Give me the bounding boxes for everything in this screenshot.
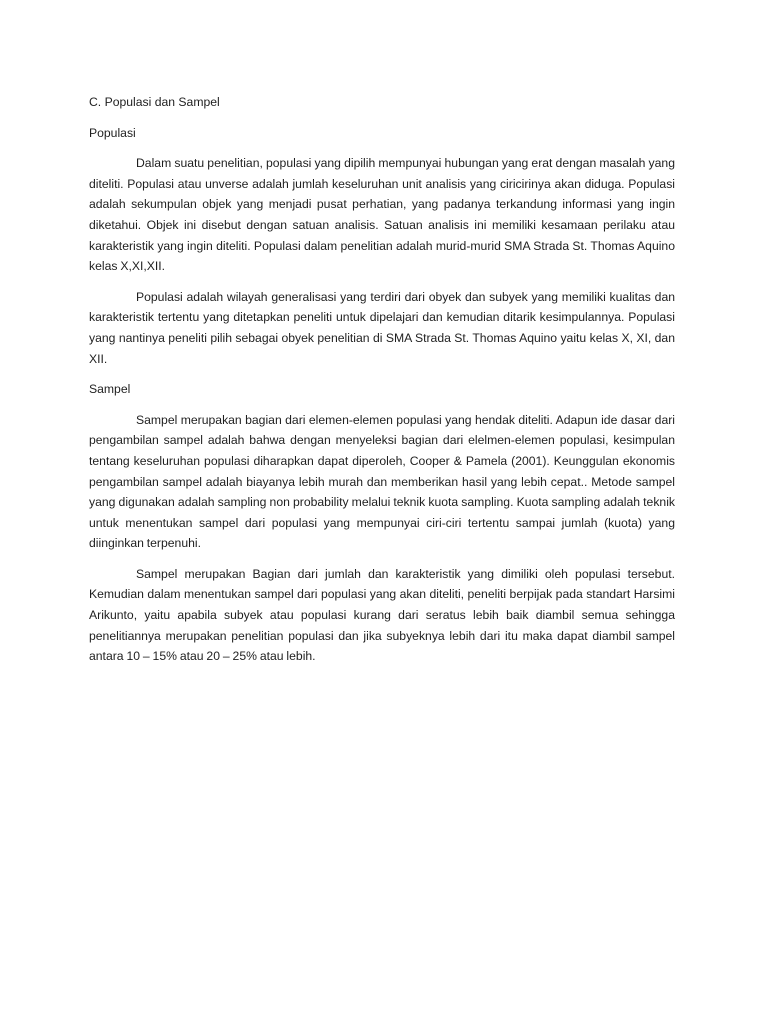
sampel-paragraph-2: Sampel merupakan Bagian dari jumlah dan karakteristik yang dimiliki oleh populasi tersebut. Kemudian dalam menentukan sampel dari populasi yang akan diteliti, peneliti berpijak pada standart Harsimi Arikunto, yaitu apabila subyek atau populasi kurang dari seratus lebih baik diambil semua sehingga penelitiannya merupakan penelitian populasi dan jika subyeknya lebih dari itu maka dapat diambil sampel antara 10 – 15% atau 20 – 25% atau lebih. xyxy=(89,566,675,664)
populasi-heading: Populasi xyxy=(89,125,136,140)
document-page xyxy=(89,92,675,677)
sampel-heading: Sampel xyxy=(89,382,131,397)
populasi-paragraph-2: Populasi adalah wilayah generalisasi yang terdiri dari obyek dan subyek yang memiliki kualitas dan karakteristik tertentu yang ditetapkan peneliti untuk dipelajari dan kemudian ditarik kesimpulannya. Populasi yang nantinya peneliti pilih sebagai obyek penelitian di SMA Strada St. Thomas Aquino yaitu kelas X, XI, dan XII. xyxy=(89,289,675,366)
populasi-paragraph-1: Dalam suatu penelitian, populasi yang dipilih mempunyai hubungan yang erat dengan masalah yang diteliti. Populasi atau unverse adalah jumlah keseluruhan unit analisis yang ciricirinya akan diduga. Populasi adalah sekumpulan objek yang menjadi pusat perhatian, yang padanya terkandung informasi yang ingin diketahui. Objek ini disebut dengan satuan analisis. Satuan analisis ini memiliki kesamaan perilaku atau karakteristik yang ingin diteliti. Populasi dalam penelitian adalah murid-murid SMA Strada St. Thomas Aquino kelas X,XI,XII. xyxy=(89,156,675,274)
section-title: C. Populasi dan Sampel xyxy=(89,95,220,109)
sampel-paragraph-1: Sampel merupakan bagian dari elemen-elemen populasi yang hendak diteliti. Adapun ide dasar dari pengambilan sampel adalah bahwa dengan menyeleksi bagian dari elelmen-elemen populasi, kesimpulan tentang keseluruhan populasi diharapkan dapat diperoleh, Cooper & Pamela (2001). Keunggulan ekonomis pengambilan sampel adalah biayanya lebih murah dan memberikan hasil yang lebih cepat.. Metode sampel yang digunakan adalah sampling non probability melalui teknik kuota sampling. Kuota sampling adalah teknik untuk menentukan sampel dari populasi yang mempunyai ciri-ciri tertentu sampai jumlah (kuota) yang diinginkan terpenuhi. xyxy=(89,412,675,551)
